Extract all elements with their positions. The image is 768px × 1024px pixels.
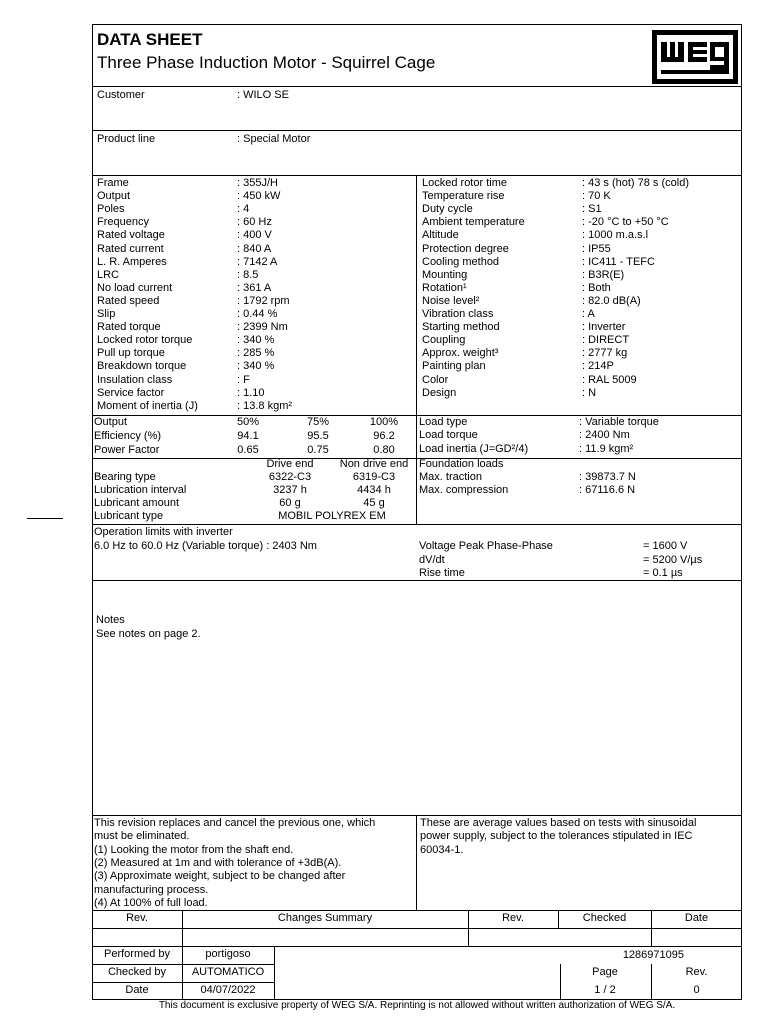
checked-by-value: AUTOMATICO: [191, 966, 265, 978]
foundation-label: Max. traction: [419, 471, 482, 483]
revision-note-line: (1) Looking the motor from the shaft end.: [94, 843, 294, 856]
spec-label: Ambient temperature: [422, 216, 525, 229]
spec-value: : 2399 Nm: [237, 321, 288, 334]
inverter-limit-label: Rise time: [419, 567, 465, 579]
spec-label: Slip: [97, 308, 116, 320]
spec-label: Rated speed: [97, 294, 160, 307]
load-row-label: Efficiency (%): [94, 430, 162, 442]
spec-value: : F: [237, 373, 250, 386]
spec-value: : 8.5: [237, 268, 259, 281]
load-info-label: Load inertia (J=GD²/4): [419, 442, 529, 455]
spec-value: : 7142 A: [237, 255, 278, 268]
spec-value: : B3R(E): [582, 268, 625, 281]
foundation-label: Max. compression: [419, 484, 509, 496]
spec-label: Frame: [97, 177, 129, 189]
document-number: 1286971095: [622, 949, 684, 961]
spec-value: : 60 Hz: [237, 216, 272, 229]
page-title: DATA SHEET: [97, 30, 203, 49]
spec-value: : N: [582, 386, 597, 399]
lubricant-type-value: MOBIL POLYREX EM: [278, 510, 386, 522]
revision-note-line: manufacturing process.: [94, 883, 209, 896]
load-table-header: Output: [94, 416, 128, 428]
spec-label: Approx. weight³: [422, 347, 499, 360]
page-subtitle: Three Phase Induction Motor - Squirrel Cage: [97, 53, 436, 72]
spec-value: : 1.10: [237, 386, 265, 399]
spec-value: : 2777 kg: [582, 347, 628, 360]
drive-end-value: 6322-C3: [268, 471, 312, 483]
spec-label: Pull up torque: [97, 347, 165, 360]
spec-label: Temperature rise: [422, 190, 505, 203]
spec-value: : -20 °C to +50 °C: [582, 216, 669, 229]
non-drive-end-header: Non drive end: [339, 458, 409, 470]
performed-by-value: portigoso: [205, 948, 251, 960]
inverter-limit-value: = 0.1 µs: [643, 567, 683, 579]
inverter-range: 6.0 Hz to 60.0 Hz (Variable torque) : 2403 Nm: [94, 540, 317, 552]
spec-label: No load current: [97, 281, 173, 294]
load-cell: 0.80: [373, 443, 395, 456]
date-header: Date: [684, 912, 709, 924]
product-line-label: Product line: [97, 133, 156, 145]
load-row-label: Power Factor: [94, 443, 160, 456]
spec-label: Rated torque: [97, 321, 161, 334]
drive-end-header: Drive end: [266, 458, 314, 470]
rev-label: Rev.: [685, 966, 708, 978]
spec-label: Moment of inertia (J): [97, 399, 198, 412]
spec-label: Rated voltage: [97, 229, 165, 242]
load-percent-header: 75%: [306, 416, 330, 428]
spec-label: Coupling: [422, 334, 466, 347]
spec-label: Altitude: [422, 229, 459, 242]
weg-logo: [652, 30, 738, 84]
spec-value: : 43 s (hot) 78 s (cold): [582, 177, 689, 189]
spec-label: Poles: [97, 203, 125, 216]
revision-note-line: This revision replaces and cancel the previous one, which: [94, 817, 376, 829]
spec-value: : 82.0 dB(A): [582, 294, 641, 307]
spec-label: L. R. Amperes: [97, 255, 167, 268]
revision-note-line: (4) At 100% of full load.: [94, 896, 208, 909]
load-info-label: Load type: [419, 416, 468, 428]
load-info-value: : 2400 Nm: [579, 429, 630, 442]
footer-notice: This document is exclusive property of WEG S/A. Reprinting is not allowed without written authorization of WEG S/A.: [158, 1000, 676, 1011]
spec-label: Rated current: [97, 242, 164, 255]
spec-label: Locked rotor torque: [97, 334, 193, 347]
non-drive-end-value: 45 g: [363, 497, 385, 509]
spec-label: Painting plan: [422, 360, 486, 373]
inverter-limit-value: = 5200 V/µs: [643, 553, 703, 566]
spec-label: Vibration class: [422, 308, 494, 320]
bearing-row-label: Lubricant amount: [94, 497, 179, 509]
spec-value: : 1792 rpm: [237, 294, 290, 307]
spec-label: Locked rotor time: [422, 177, 507, 189]
revision-note-line: (2) Measured at 1m and with tolerance of +3dB(A).: [94, 856, 342, 869]
revision-note-line: power supply, subject to the tolerances stipulated in IEC: [420, 830, 693, 843]
spec-value: : IC411 - TEFC: [582, 255, 655, 268]
spec-value: : 285 %: [237, 347, 275, 360]
load-cell: 96.2: [373, 430, 395, 442]
inverter-title: Operation limits with inverter: [94, 526, 233, 538]
spec-value: : 1000 m.a.s.l: [582, 229, 649, 242]
load-info-value: : 11.9 kgm²: [579, 442, 634, 455]
drive-end-value: 60 g: [279, 497, 301, 509]
spec-value: : A: [582, 308, 595, 320]
revision-note-line: 60034-1.: [420, 843, 464, 856]
spec-value: : RAL 5009: [582, 373, 637, 386]
rev-value: 0: [693, 984, 700, 996]
spec-label: Breakdown torque: [97, 360, 187, 373]
load-cell: 95.5: [307, 430, 329, 442]
load-cell: 0.75: [307, 443, 329, 456]
foundation-title: Foundation loads: [419, 458, 504, 470]
rev-header-2: Rev.: [502, 912, 524, 924]
spec-label: Frequency: [97, 216, 149, 229]
spec-value: : 840 A: [237, 242, 272, 255]
margin-mark: [27, 518, 63, 519]
spec-label: Output: [97, 190, 131, 203]
spec-value: : 13.8 kgm²: [237, 399, 293, 412]
changes-summary-header: Changes Summary: [277, 912, 373, 924]
spec-value: : 450 kW: [237, 190, 281, 203]
spec-label: Color: [422, 373, 449, 386]
customer-value: : WILO SE: [237, 89, 289, 101]
spec-label: Mounting: [422, 268, 468, 281]
spec-value: : 361 A: [237, 281, 272, 294]
non-drive-end-value: 6319-C3: [352, 471, 396, 483]
load-cell: 0.65: [237, 443, 259, 456]
spec-label: Insulation class: [97, 373, 173, 386]
spec-label: Design: [422, 386, 457, 399]
revision-note-line: (3) Approximate weight, subject to be changed after: [94, 870, 346, 883]
product-line-value: : Special Motor: [237, 133, 311, 145]
customer-label: Customer: [97, 89, 145, 101]
spec-label: Cooling method: [422, 255, 500, 268]
foundation-value: : 39873.7 N: [579, 471, 636, 483]
date-value: 04/07/2022: [200, 984, 256, 996]
notes-title: Notes: [96, 614, 125, 626]
spec-label: Rotation¹: [422, 281, 467, 294]
spec-value: : 70 K: [582, 190, 611, 203]
load-cell: 94.1: [237, 430, 259, 442]
spec-value: : DIRECT: [582, 334, 630, 347]
non-drive-end-value: 4434 h: [357, 484, 391, 496]
inverter-limit-value: = 1600 V: [643, 540, 688, 552]
spec-label: Noise level²: [422, 294, 480, 307]
spec-value: : IP55: [582, 242, 611, 255]
spec-value: : 400 V: [237, 229, 272, 242]
bearing-row-label: Bearing type: [94, 471, 156, 483]
spec-label: Service factor: [97, 386, 165, 399]
load-info-value: : Variable torque: [579, 416, 659, 428]
spec-value: : 340 %: [237, 334, 275, 347]
spec-label: Starting method: [422, 321, 500, 334]
inverter-limit-label: dV/dt: [419, 553, 445, 566]
drive-end-value: 3237 h: [273, 484, 307, 496]
notes-text: See notes on page 2.: [96, 628, 201, 640]
rev-header: Rev.: [126, 912, 148, 924]
spec-label: LRC: [97, 268, 120, 281]
revision-note-line: These are average values based on tests with sinusoidal: [420, 817, 697, 829]
spec-label: Duty cycle: [422, 203, 473, 216]
spec-value: : 4: [237, 203, 250, 216]
spec-value: : 214P: [582, 360, 614, 373]
checked-by-label: Checked by: [107, 966, 167, 978]
revision-note-line: must be eliminated.: [94, 830, 190, 843]
spec-value: : S1: [582, 203, 602, 216]
spec-value: : Both: [582, 281, 611, 294]
page-label: Page: [592, 966, 618, 978]
foundation-value: : 67116.6 N: [579, 484, 636, 496]
performed-by-label: Performed by: [103, 948, 171, 960]
spec-label: Protection degree: [422, 242, 509, 255]
checked-header: Checked: [582, 912, 627, 924]
load-percent-header: 50%: [236, 416, 260, 428]
spec-value: : Inverter: [582, 321, 626, 334]
lubricant-type-label: Lubricant type: [94, 510, 164, 522]
spec-value: : 0.44 %: [237, 308, 278, 320]
page-value: 1 / 2: [594, 984, 616, 996]
inverter-limit-label: Voltage Peak Phase-Phase: [419, 540, 553, 552]
load-percent-header: 100%: [369, 416, 399, 428]
load-info-label: Load torque: [419, 429, 478, 442]
date-label: Date: [125, 984, 149, 996]
spec-value: : 340 %: [237, 360, 275, 373]
bearing-row-label: Lubrication interval: [94, 484, 187, 496]
spec-value: : 355J/H: [237, 177, 278, 189]
